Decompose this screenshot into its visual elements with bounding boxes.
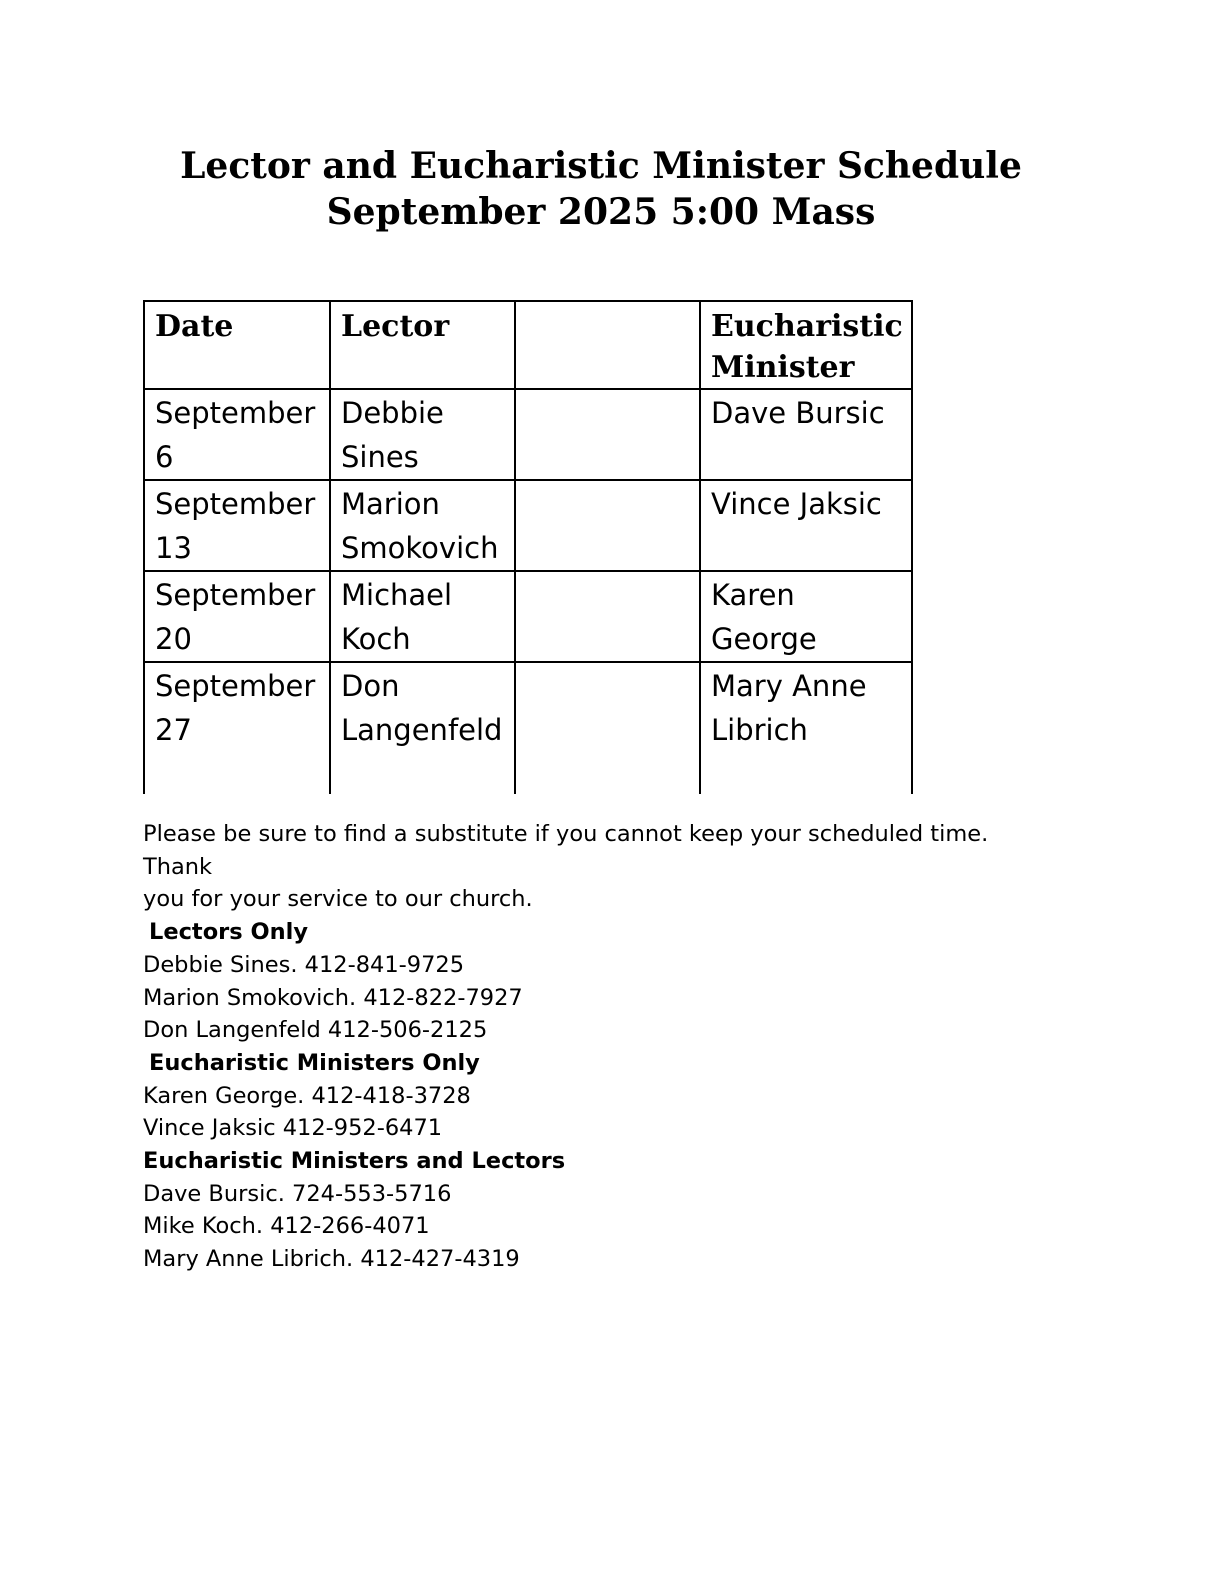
lector-last-name: Sines	[341, 440, 419, 474]
table-row	[144, 389, 912, 480]
lector-first-name: Debbie	[341, 396, 444, 430]
date-cell	[144, 480, 330, 571]
date-day: 13	[155, 531, 192, 565]
title-line-2: September 2025 5:00 Mass	[326, 191, 876, 233]
em-cell	[700, 662, 912, 794]
date-day: 6	[155, 440, 174, 474]
intro-text-line-1: Please be sure to find a substitute if you cannot keep your scheduled time. Thank	[143, 821, 989, 880]
blank-cell	[515, 571, 700, 662]
blank-cell	[515, 389, 700, 480]
em-only-heading: Eucharistic Ministers Only	[149, 1049, 480, 1076]
header-blank	[515, 301, 700, 389]
em-and-lectors-heading: Eucharistic Ministers and Lectors	[143, 1148, 566, 1175]
page-title	[0, 143, 1202, 235]
table-header-row	[144, 301, 912, 389]
lector-last-name: Smokovich	[341, 531, 499, 565]
intro-text-line-2: you for your service to our church.	[143, 886, 533, 913]
title-line-1: Lector and Eucharistic Minister Schedule	[180, 145, 1022, 187]
date-day: 20	[155, 622, 192, 656]
em-cell	[700, 389, 912, 480]
date-month: September	[155, 578, 316, 612]
header-em-line-1: Eucharistic	[711, 309, 903, 344]
lector-first-name: Marion	[341, 487, 440, 521]
notes-section	[143, 818, 1043, 1276]
lector-last-name: Langenfeld	[341, 713, 503, 747]
date-month: September	[155, 669, 316, 703]
contact-line: Don Langenfeld 412-506-2125	[143, 1017, 488, 1044]
header-em-line-2: Minister	[711, 350, 855, 385]
em-name-line-2: George	[711, 622, 817, 656]
lectors-only-heading: Lectors Only	[149, 919, 308, 946]
em-name-line-2: Librich	[711, 713, 808, 747]
lector-last-name: Koch	[341, 622, 411, 656]
blank-cell	[515, 480, 700, 571]
date-cell	[144, 662, 330, 794]
lector-cell	[330, 389, 515, 480]
blank-cell	[515, 662, 700, 794]
date-month: September	[155, 396, 316, 430]
lector-cell	[330, 662, 515, 794]
em-name-line-1: Karen	[711, 578, 795, 612]
lector-first-name: Don	[341, 669, 400, 703]
em-name-line-1: Mary Anne	[711, 669, 867, 703]
date-cell	[144, 389, 330, 480]
contact-line: Dave Bursic. 724-553-5716	[143, 1180, 452, 1207]
lector-cell	[330, 571, 515, 662]
header-lector: Lector	[330, 301, 515, 389]
em-cell	[700, 480, 912, 571]
contact-line: Vince Jaksic 412-952-6471	[143, 1115, 443, 1142]
table-row	[144, 480, 912, 571]
date-cell	[144, 571, 330, 662]
header-eucharistic-minister	[700, 301, 912, 389]
contact-line: Debbie Sines. 412-841-9725	[143, 951, 465, 978]
lector-cell	[330, 480, 515, 571]
em-name-line-1: Dave Bursic	[711, 396, 885, 430]
schedule-table	[143, 300, 913, 794]
em-name-line-1: Vince Jaksic	[711, 487, 882, 521]
header-date: Date	[144, 301, 330, 389]
contact-line: Mary Anne Librich. 412-427-4319	[143, 1246, 520, 1273]
lector-first-name: Michael	[341, 578, 453, 612]
em-cell	[700, 571, 912, 662]
contact-line: Mike Koch. 412-266-4071	[143, 1213, 430, 1240]
date-month: September	[155, 487, 316, 521]
table-row	[144, 662, 912, 794]
contact-line: Karen George. 412-418-3728	[143, 1082, 471, 1109]
date-day: 27	[155, 713, 192, 747]
table-row	[144, 571, 912, 662]
contact-line: Marion Smokovich. 412-822-7927	[143, 984, 523, 1011]
